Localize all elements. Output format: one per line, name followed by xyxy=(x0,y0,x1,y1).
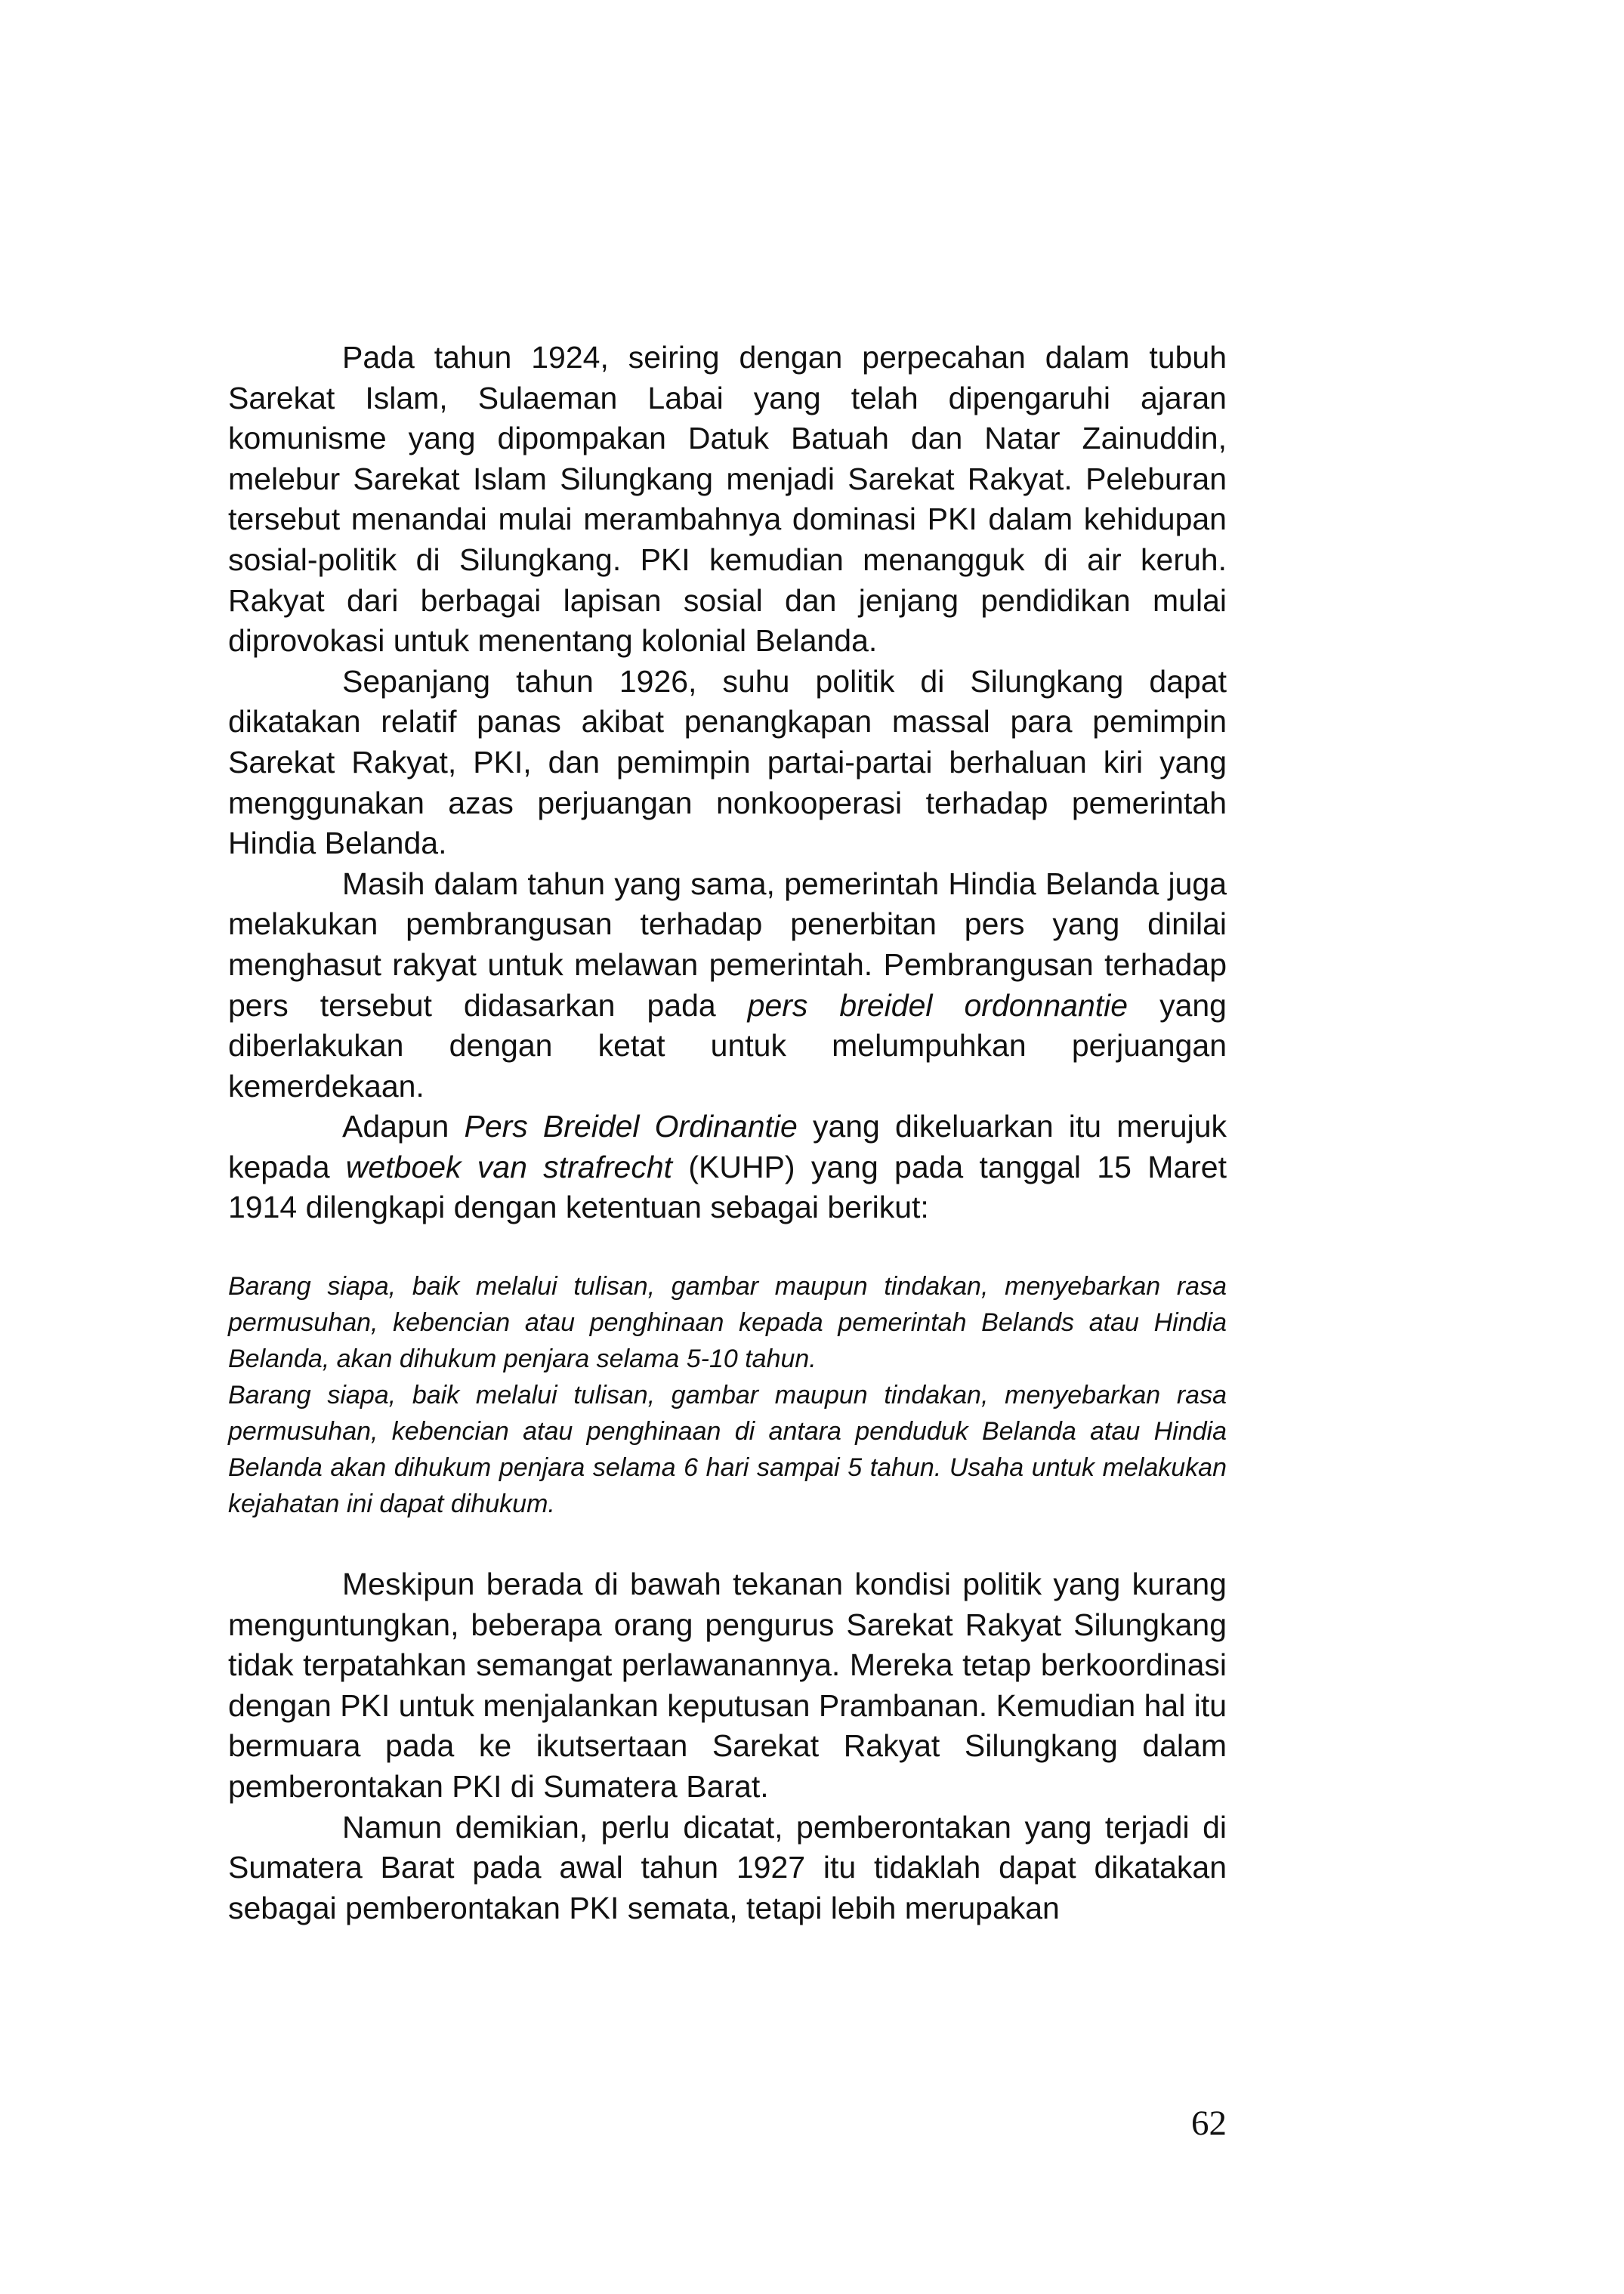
paragraph-text: Masih dalam tahun yang sama, pemerintah Hindia Belanda juga melakukan pembrangusan terhadap penerbitan pers yang dinilai menghasut rakyat untuk melawan pemerintah. Pembrangusan terhadap pers tersebut didasarkan pada xyxy=(228,866,1227,1023)
paragraph-text: yang diberlakukan dengan ketat untuk melumpuhkan perjuangan kemerdekaan. xyxy=(228,987,1227,1104)
paragraph: Namun demikian, perlu dicatat, pemberontakan yang terjadi di Sumatera Barat pada awal tahun 1927 itu tidaklah dapat dikatakan sebagai pemberontakan PKI semata, tetapi lebih merupakan xyxy=(228,1809,1227,1925)
paragraph: Meskipun berada di bawah tekanan kondisi politik yang kurang menguntungkan, beberapa orang pengurus Sarekat Rakyat Silungkang tidak terpatahkan semangat perlawanannya. Mereka tetap berkoordinasi dengan PKI untuk menjalankan keputusan Prambanan. Kemudian hal itu bermuara pada ke ikutsertaan Sarekat Rakyat Silungkang dalam pemberontakan PKI di Sumatera Barat. xyxy=(228,1567,1227,1804)
paragraph-text: (KUHP) yang pada tanggal 15 Maret 1914 dilengkapi dengan ketentuan sebagai berikut: xyxy=(228,1149,1227,1225)
paragraph xyxy=(228,1107,1227,1228)
quote-paragraph: Barang siapa, baik melalui tulisan, gambar maupun tindakan, menyebarkan rasa permusuhan, kebencian atau penghinaan di antara penduduk Belanda atau Hindia Belanda akan dihukum penjara selama 6 hari sampai 5 tahun. Usaha untuk melakukan kejahatan ini dapat dihukum. xyxy=(228,1381,1227,1518)
paragraph-text: Adapun xyxy=(342,1109,465,1144)
italic-term: wetboek van strafrecht xyxy=(345,1149,673,1184)
italic-term: pers breidel ordonnantie xyxy=(747,987,1128,1023)
paragraph: Sepanjang tahun 1926, suhu politik di Silungkang dapat dikatakan relatif panas akibat penangkapan massal para pemimpin Sarekat Rakyat, PKI, dan pemimpin partai-partai berhaluan kiri yang menggunakan azas perjuangan nonkooperasi terhadap pemerintah Hindia Belanda. xyxy=(228,663,1227,861)
paragraph xyxy=(228,864,1227,1107)
paragraph-text: yang dikeluarkan itu merujuk kepada xyxy=(228,1109,1227,1184)
main-text-block-bottom xyxy=(228,1564,1227,1928)
quote-paragraph: Barang siapa, baik melalui tulisan, gambar maupun tindakan, menyebarkan rasa permusuhan, kebencian atau penghinaan kepada pemerintah Belands atau Hindia Belanda, akan dihukum penjara selama 5-10 tahun. xyxy=(228,1272,1227,1373)
page-number: 62 xyxy=(1191,2104,1227,2143)
main-text-block-top xyxy=(228,338,1227,1228)
paragraph: Pada tahun 1924, seiring dengan perpecahan dalam tubuh Sarekat Islam, Sulaeman Labai yang telah dipengaruhi ajaran komunisme yang dipompakan Datuk Batuah dan Natar Zainuddin, melebur Sarekat Islam Silungkang menjadi Sarekat Rakyat. Peleburan tersebut menandai mulai merambahnya dominasi PKI dalam kehidupan sosial-politik di Silungkang. PKI kemudian menangguk di air keruh. Rakyat dari berbagai lapisan sosial dan jenjang pendidikan mulai diprovokasi untuk menentang kolonial Belanda. xyxy=(228,340,1227,659)
block-quote xyxy=(228,1268,1227,1522)
italic-term: Pers Breidel Ordinantie xyxy=(464,1109,798,1144)
